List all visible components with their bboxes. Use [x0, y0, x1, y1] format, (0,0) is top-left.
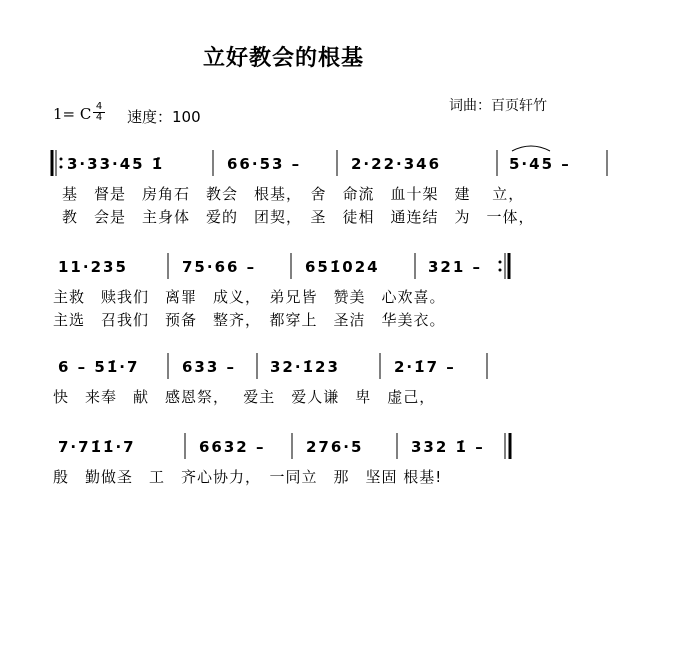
- system-2-lyrics-1: 主救 赎我们 离罪 成义， 弟兄皆 赞美 心欢喜。: [53, 288, 446, 306]
- repeat-dot: [60, 166, 63, 169]
- system-4-measure-2: 6632 –: [199, 438, 266, 456]
- repeat-dot: [60, 158, 63, 161]
- system-3-lyrics-1: 快 来奉 献 感恩祭， 爱主 爱人谦 卑 虚己，: [53, 388, 436, 406]
- credit-line: 词曲：百页轩竹: [449, 98, 547, 114]
- tempo-marking: 速度：100: [127, 108, 201, 126]
- system-1-measure-3: 2·22·346: [351, 155, 442, 173]
- system-1-measure-2: 66·53 –: [227, 155, 302, 173]
- system-4-measure-4: 332 1̇ –: [411, 438, 485, 456]
- system-1-measure-1: 3·33·45 1̇: [67, 155, 165, 173]
- system-3-measure-1: 6 – 51̇·7: [58, 358, 140, 376]
- system-4-measure-3: 276·5: [306, 438, 364, 456]
- system-1-lyrics-2: 教 会是 主身体 爱的 团契， 圣 徒相 通连结 为 一体，: [62, 208, 535, 226]
- system-2-measure-4: 321 –: [428, 258, 483, 276]
- system-3-measure-2: 633 –: [182, 358, 237, 376]
- repeat-dot: [499, 269, 502, 272]
- system-2-measure-1: 11·235: [58, 258, 128, 276]
- system-1-measure-4: 5·45 –: [509, 155, 571, 173]
- system-1-lyrics-1: 基 督是 房角石 教会 根基， 舍 命流 血十架 建 立，: [62, 185, 525, 203]
- system-4-lyrics-1: 殷 勤做圣 工 齐心协力， 一同立 那 坚固 根基!: [53, 468, 443, 486]
- system-3-measure-3: 32·1̇23: [270, 358, 340, 376]
- system-2-measure-3: 651̇024: [305, 258, 380, 276]
- page-title: 立好教会的根基: [203, 46, 365, 71]
- system-3-measure-4: 2·1̇7 –: [394, 358, 456, 376]
- time-signature-bottom: 4: [93, 112, 105, 123]
- time-signature-top: 4: [95, 101, 103, 112]
- key-signature: 1= C: [53, 105, 92, 123]
- repeat-dot: [499, 261, 502, 264]
- tie-arc: [512, 146, 550, 151]
- system-4-measure-1: 7·71̇1̇·7: [58, 438, 136, 456]
- system-2-measure-2: 75·66 –: [182, 258, 257, 276]
- system-2-lyrics-2: 主选 召我们 预备 整齐， 都穿上 圣洁 华美衣。: [53, 311, 446, 329]
